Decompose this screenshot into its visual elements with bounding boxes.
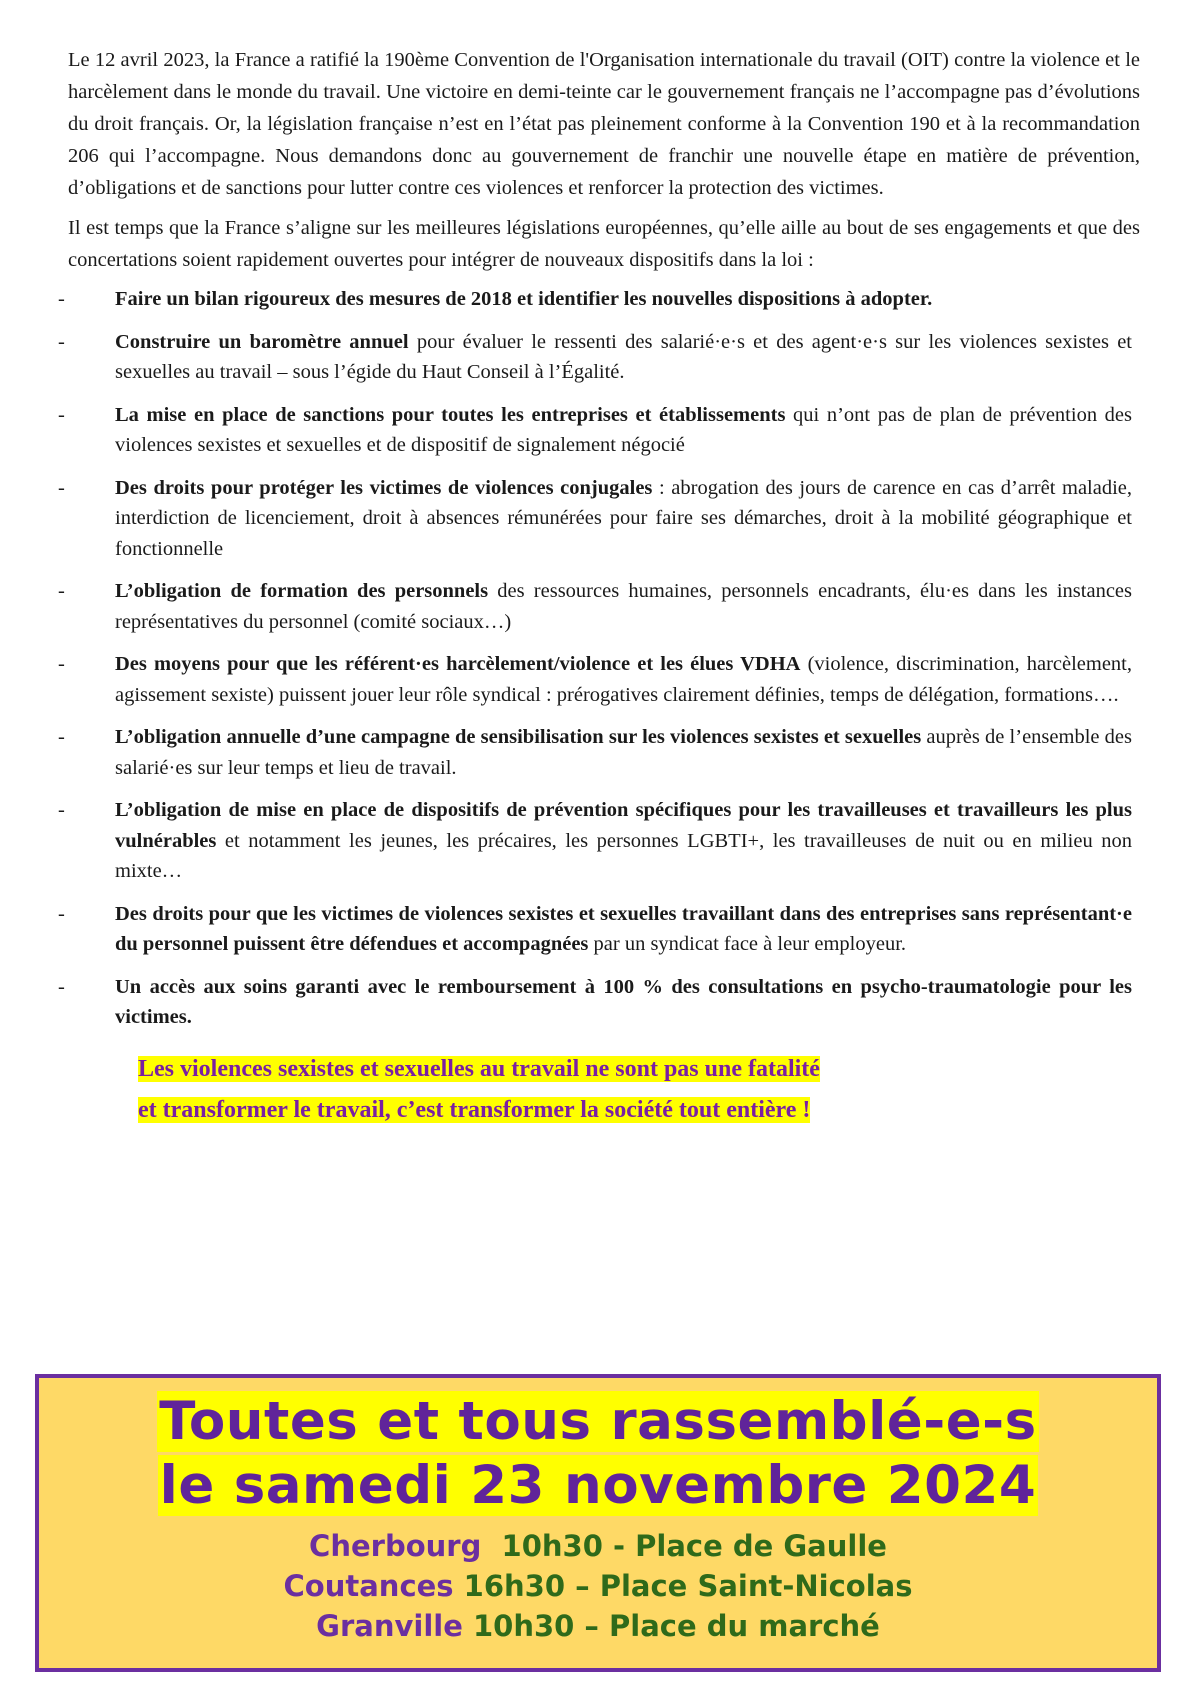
measure-text: auprès de l’ensemble des salarié·es sur leur temps et lieu de travail.	[115, 726, 1132, 779]
measure-text: des ressources humaines, personnels encadrants, élu·es dans les instances représentatives du personnel (comité sociaux…)	[115, 580, 1132, 633]
slogan-line-1: Les violences sexistes et sexuelles au travail ne sont pas une fatalité	[138, 1055, 820, 1082]
intro-paragraph-1: Le 12 avril 2023, la France a ratifié la 190ème Convention de l'Organisation internationale du travail (OIT) contre la violence et le harcèlement dans le monde du travail. Une victoire en demi-teinte car le gouvernement français ne l’accompagne pas d’évolutions du droit français. Or, la législation française n’est en l’état pas pleinement conforme à la Convention 190 et à la recommandation 206 qui l’accompagne. Nous demandons donc au gouvernement de franchir une nouvelle étape en matière de prévention, d’obligations et de sanctions pour lutter contre ces violences et renforcer la protection des victimes.	[68, 49, 1140, 199]
measure-bold: L’obligation de mise en place de dispositifs de prévention spécifiques pour les travailleuses et travailleurs les plus vulnérables	[115, 799, 1132, 852]
document-body	[60, 44, 1140, 1131]
measure-bold: Un accès aux soins garanti avec le remboursement à 100 % des consultations en psycho-traumatologie pour les victimes.	[115, 975, 1132, 1028]
event-place-cherbourg	[39, 1526, 1157, 1566]
measure-text: et notamment les jeunes, les précaires, les personnes LGBTI+, les travailleuses de nuit ou en milieu non mixte…	[115, 829, 1132, 882]
measure-text: pour évaluer le ressenti des salarié·e·s et des agent·e·s sur les violences sexistes et sexuelles au travail – sous l’égide du Haut Conseil à l’Égalité.	[115, 330, 1133, 383]
list-item	[60, 473, 1132, 565]
event-place-coutances	[39, 1566, 1157, 1606]
list-item	[60, 649, 1132, 710]
bullet-dash: -	[58, 476, 65, 499]
measure-bold: Des moyens pour que les référent·es harcèlement/violence et les élues VDHA	[115, 653, 801, 675]
measure-text: : abrogation des jours de carence en cas d’arrêt maladie, interdiction de licenciement, droit à absences rémunérées pour faire ses démarches, droit à la mobilité géographique et fonctionnelle	[115, 476, 1133, 560]
place-city: Coutances	[283, 1569, 454, 1603]
list-item	[60, 327, 1132, 388]
event-box	[35, 1374, 1161, 1672]
list-item	[60, 899, 1132, 960]
measure-bold: L’obligation annuelle d’une campagne de sensibilisation sur les violences sexistes et sexuelles	[115, 726, 922, 748]
place-detail: 10h30 - Place de Gaulle	[481, 1529, 887, 1563]
event-headline-2: le samedi 23 novembre 2024	[159, 1455, 1037, 1516]
bullet-dash: -	[58, 403, 65, 426]
measure-text: qui n’ont pas de plan de prévention des violences sexistes et sexuelles et de dispositif de signalement négocié	[115, 403, 1132, 456]
list-item	[60, 795, 1132, 887]
measure-bold: Faire un bilan rigoureux des mesures de 2018 et identifier les nouvelles dispositions à adopter.	[115, 288, 933, 310]
event-headline-1: Toutes et tous rassemblé-e-s	[159, 1391, 1037, 1452]
place-city: Cherbourg	[309, 1529, 482, 1563]
measure-text: (violence, discrimination, harcèlement, agissement sexiste) puissent jouer leur rôle syndical : prérogatives clairement définies, temps de délégation, formations….	[115, 653, 1132, 706]
list-item	[60, 972, 1132, 1033]
list-item	[60, 284, 1132, 315]
bullet-dash: -	[58, 799, 65, 821]
event-place-granville	[39, 1606, 1157, 1646]
bullet-dash: -	[58, 580, 65, 602]
place-detail: 16h30 – Place Saint-Nicolas	[453, 1569, 913, 1603]
list-item	[60, 400, 1132, 461]
bullet-dash: -	[58, 653, 65, 675]
bullet-dash: -	[58, 288, 65, 310]
place-detail: 10h30 – Place du marché	[462, 1609, 880, 1643]
slogan	[138, 1049, 1140, 1131]
list-item	[60, 576, 1132, 637]
slogan-line-2: et transformer le travail, c’est transformer la société tout entière !	[138, 1096, 811, 1123]
measure-bold: Des droits pour protéger les victimes de violences conjugales	[115, 476, 653, 499]
bullet-dash: -	[58, 330, 65, 353]
measures-list	[60, 284, 1140, 1033]
measure-bold: La mise en place de sanctions pour toutes les entreprises et établissements	[115, 403, 786, 426]
bullet-dash: -	[58, 975, 65, 998]
measure-bold: L’obligation de formation des personnels	[115, 580, 489, 602]
intro-paragraph-2: Il est temps que la France s’aligne sur les meilleures législations européennes, qu’elle aille au bout de ses engagements et que des concertations soient rapidement ouvertes pour intégrer de nouveaux dispositifs dans la loi :	[68, 217, 1140, 271]
measure-bold: Des droits pour que les victimes de violences sexistes et sexuelles travaillant dans des entreprises sans représentant·e du personnel puissent être défendues et accompagnées	[115, 902, 1132, 955]
list-item	[60, 722, 1132, 783]
bullet-dash: -	[58, 726, 65, 748]
place-city: Granville	[316, 1609, 463, 1643]
bullet-dash: -	[58, 902, 65, 925]
measure-bold: Construire un baromètre annuel	[115, 330, 409, 353]
measure-text: par un syndicat face à leur employeur.	[588, 933, 907, 955]
